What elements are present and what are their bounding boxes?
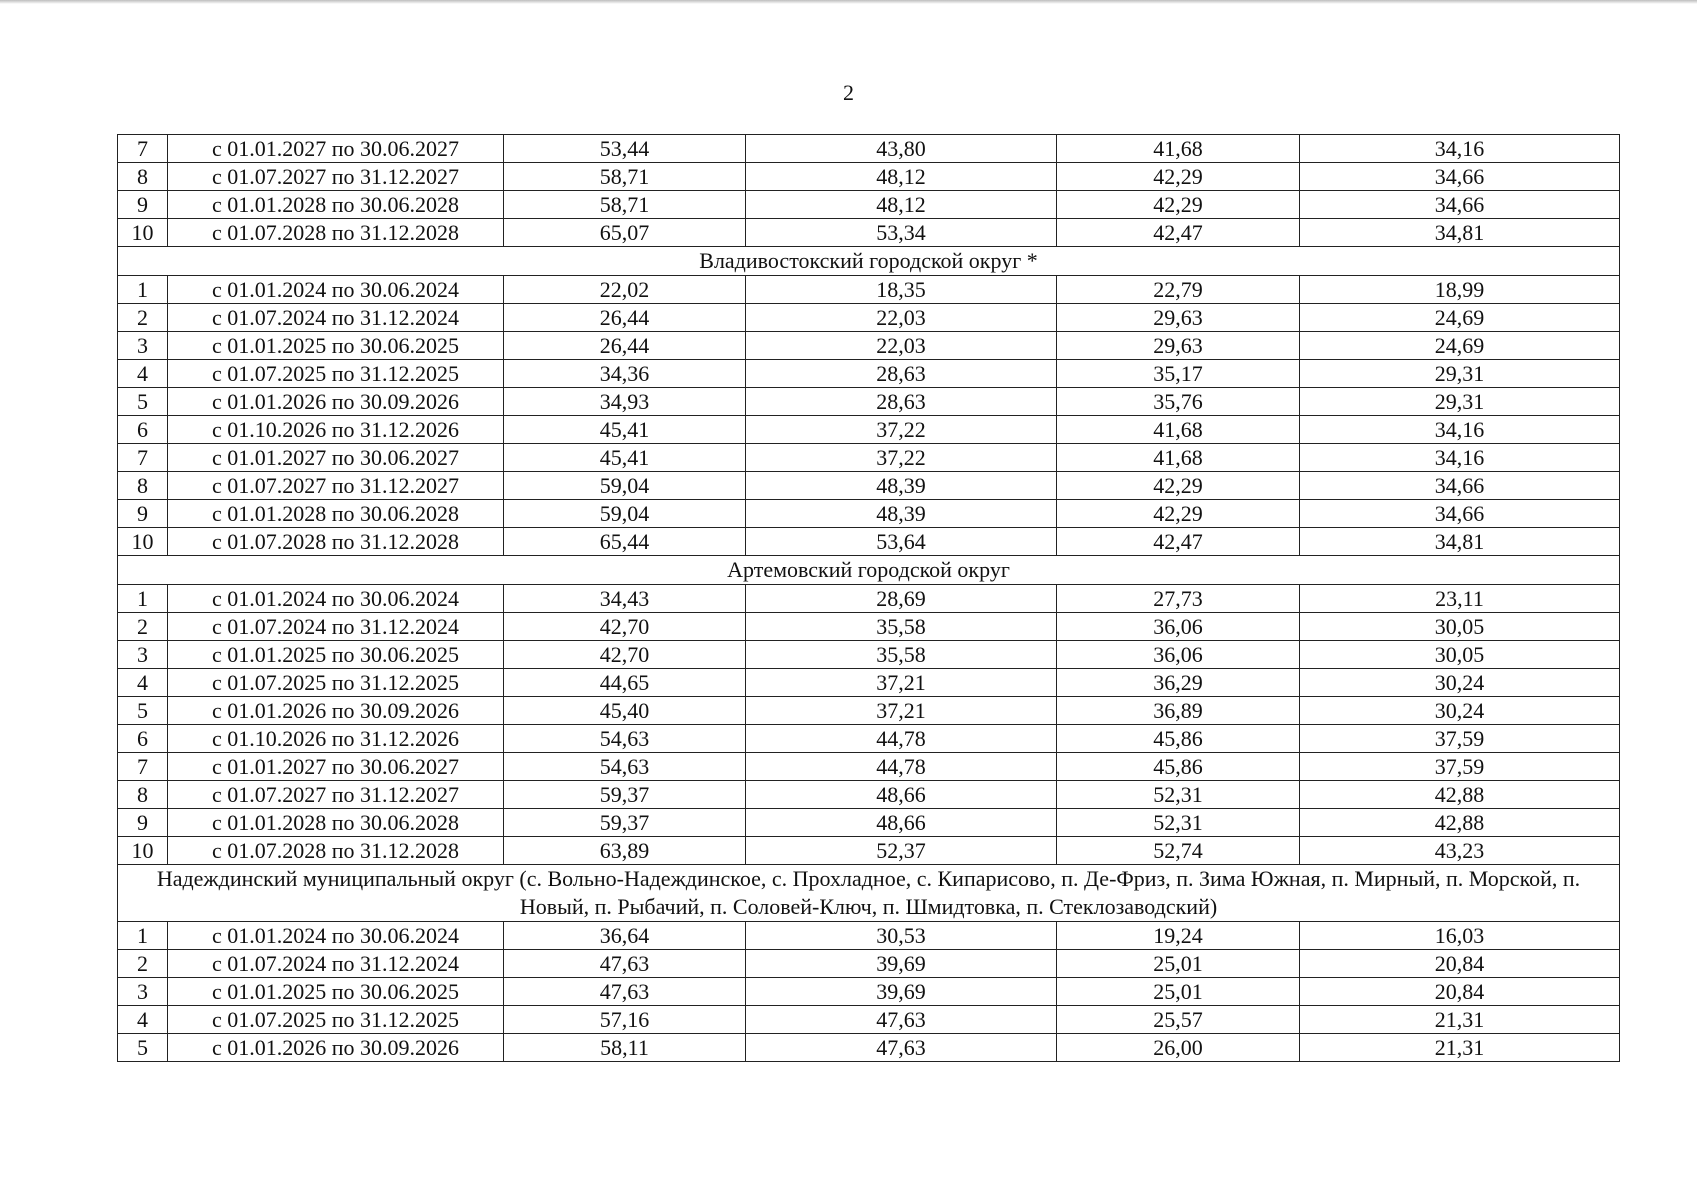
period-cell: с 01.07.2025 по 31.12.2025 bbox=[168, 1006, 504, 1034]
value-col-3-cell: 22,02 bbox=[504, 276, 746, 304]
value-col-4-cell: 37,21 bbox=[746, 669, 1057, 697]
value-col-4-cell: 48,39 bbox=[746, 500, 1057, 528]
value-col-6-cell: 30,05 bbox=[1300, 641, 1620, 669]
value-col-4-cell: 28,63 bbox=[746, 388, 1057, 416]
value-col-4-cell: 37,21 bbox=[746, 697, 1057, 725]
table-row bbox=[118, 528, 1620, 556]
table-row bbox=[118, 360, 1620, 388]
value-col-6-cell: 34,66 bbox=[1300, 163, 1620, 191]
value-col-4-cell: 28,69 bbox=[746, 585, 1057, 613]
value-col-6-cell: 16,03 bbox=[1300, 922, 1620, 950]
value-col-3-cell: 57,16 bbox=[504, 1006, 746, 1034]
row-number-cell: 8 bbox=[118, 163, 168, 191]
value-col-4-cell: 43,80 bbox=[746, 135, 1057, 163]
row-number-cell: 4 bbox=[118, 669, 168, 697]
value-col-3-cell: 58,71 bbox=[504, 163, 746, 191]
value-col-4-cell: 22,03 bbox=[746, 304, 1057, 332]
value-col-3-cell: 26,44 bbox=[504, 304, 746, 332]
row-number-cell: 9 bbox=[118, 500, 168, 528]
value-col-3-cell: 34,36 bbox=[504, 360, 746, 388]
value-col-5-cell: 35,17 bbox=[1057, 360, 1300, 388]
value-col-4-cell: 53,34 bbox=[746, 219, 1057, 247]
value-col-6-cell: 21,31 bbox=[1300, 1034, 1620, 1062]
value-col-5-cell: 19,24 bbox=[1057, 922, 1300, 950]
table-row bbox=[118, 500, 1620, 528]
period-cell: с 01.07.2027 по 31.12.2027 bbox=[168, 781, 504, 809]
table-row bbox=[118, 753, 1620, 781]
period-cell: с 01.07.2024 по 31.12.2024 bbox=[168, 613, 504, 641]
period-cell: с 01.07.2024 по 31.12.2024 bbox=[168, 304, 504, 332]
table-row bbox=[118, 641, 1620, 669]
value-col-5-cell: 41,68 bbox=[1057, 416, 1300, 444]
row-number-cell: 6 bbox=[118, 416, 168, 444]
table-row bbox=[118, 388, 1620, 416]
scan-top-edge bbox=[0, 0, 1697, 4]
row-number-cell: 1 bbox=[118, 585, 168, 613]
value-col-3-cell: 59,04 bbox=[504, 472, 746, 500]
value-col-4-cell: 30,53 bbox=[746, 922, 1057, 950]
value-col-4-cell: 35,58 bbox=[746, 613, 1057, 641]
value-col-6-cell: 23,11 bbox=[1300, 585, 1620, 613]
value-col-4-cell: 48,66 bbox=[746, 809, 1057, 837]
value-col-4-cell: 48,39 bbox=[746, 472, 1057, 500]
period-cell: с 01.07.2028 по 31.12.2028 bbox=[168, 219, 504, 247]
row-number-cell: 5 bbox=[118, 388, 168, 416]
value-col-5-cell: 42,47 bbox=[1057, 219, 1300, 247]
value-col-5-cell: 42,29 bbox=[1057, 163, 1300, 191]
value-col-4-cell: 48,66 bbox=[746, 781, 1057, 809]
value-col-3-cell: 45,41 bbox=[504, 444, 746, 472]
value-col-5-cell: 25,01 bbox=[1057, 950, 1300, 978]
row-number-cell: 5 bbox=[118, 1034, 168, 1062]
table-row bbox=[118, 950, 1620, 978]
value-col-5-cell: 52,31 bbox=[1057, 781, 1300, 809]
row-number-cell: 6 bbox=[118, 725, 168, 753]
value-col-5-cell: 42,29 bbox=[1057, 191, 1300, 219]
value-col-3-cell: 54,63 bbox=[504, 753, 746, 781]
period-cell: с 01.01.2025 по 30.06.2025 bbox=[168, 641, 504, 669]
row-number-cell: 8 bbox=[118, 472, 168, 500]
value-col-6-cell: 34,16 bbox=[1300, 444, 1620, 472]
section-header-row bbox=[118, 247, 1620, 276]
row-number-cell: 1 bbox=[118, 276, 168, 304]
value-col-3-cell: 36,64 bbox=[504, 922, 746, 950]
period-cell: с 01.01.2028 по 30.06.2028 bbox=[168, 809, 504, 837]
value-col-4-cell: 44,78 bbox=[746, 753, 1057, 781]
value-col-6-cell: 34,16 bbox=[1300, 135, 1620, 163]
row-number-cell: 1 bbox=[118, 922, 168, 950]
period-cell: с 01.07.2027 по 31.12.2027 bbox=[168, 163, 504, 191]
tariff-table bbox=[117, 134, 1620, 1062]
value-col-6-cell: 43,23 bbox=[1300, 837, 1620, 865]
value-col-6-cell: 37,59 bbox=[1300, 753, 1620, 781]
value-col-3-cell: 26,44 bbox=[504, 332, 746, 360]
value-col-5-cell: 27,73 bbox=[1057, 585, 1300, 613]
period-cell: с 01.01.2026 по 30.09.2026 bbox=[168, 1034, 504, 1062]
value-col-3-cell: 44,65 bbox=[504, 669, 746, 697]
table-row bbox=[118, 304, 1620, 332]
table-row bbox=[118, 1006, 1620, 1034]
value-col-5-cell: 41,68 bbox=[1057, 444, 1300, 472]
period-cell: с 01.07.2028 по 31.12.2028 bbox=[168, 528, 504, 556]
section-title: Владивостокский городской округ * bbox=[118, 247, 1620, 276]
value-col-6-cell: 37,59 bbox=[1300, 725, 1620, 753]
value-col-6-cell: 20,84 bbox=[1300, 978, 1620, 1006]
value-col-6-cell: 34,81 bbox=[1300, 219, 1620, 247]
value-col-3-cell: 47,63 bbox=[504, 978, 746, 1006]
value-col-5-cell: 26,00 bbox=[1057, 1034, 1300, 1062]
value-col-4-cell: 48,12 bbox=[746, 191, 1057, 219]
row-number-cell: 7 bbox=[118, 135, 168, 163]
section-header-row bbox=[118, 865, 1620, 922]
value-col-6-cell: 34,66 bbox=[1300, 500, 1620, 528]
page-number: 2 bbox=[843, 80, 854, 105]
period-cell: с 01.01.2025 по 30.06.2025 bbox=[168, 332, 504, 360]
period-cell: с 01.07.2028 по 31.12.2028 bbox=[168, 837, 504, 865]
value-col-6-cell: 34,66 bbox=[1300, 191, 1620, 219]
value-col-5-cell: 36,06 bbox=[1057, 613, 1300, 641]
table-row bbox=[118, 613, 1620, 641]
value-col-6-cell: 34,66 bbox=[1300, 472, 1620, 500]
period-cell: с 01.07.2025 по 31.12.2025 bbox=[168, 669, 504, 697]
period-cell: с 01.07.2027 по 31.12.2027 bbox=[168, 472, 504, 500]
row-number-cell: 10 bbox=[118, 528, 168, 556]
value-col-3-cell: 42,70 bbox=[504, 613, 746, 641]
value-col-4-cell: 39,69 bbox=[746, 950, 1057, 978]
value-col-5-cell: 52,31 bbox=[1057, 809, 1300, 837]
row-number-cell: 8 bbox=[118, 781, 168, 809]
table-row bbox=[118, 163, 1620, 191]
row-number-cell: 10 bbox=[118, 837, 168, 865]
value-col-5-cell: 36,29 bbox=[1057, 669, 1300, 697]
table-row bbox=[118, 809, 1620, 837]
value-col-5-cell: 41,68 bbox=[1057, 135, 1300, 163]
value-col-3-cell: 63,89 bbox=[504, 837, 746, 865]
value-col-3-cell: 34,93 bbox=[504, 388, 746, 416]
value-col-5-cell: 25,01 bbox=[1057, 978, 1300, 1006]
table-row bbox=[118, 725, 1620, 753]
value-col-6-cell: 30,24 bbox=[1300, 697, 1620, 725]
value-col-6-cell: 20,84 bbox=[1300, 950, 1620, 978]
table-row bbox=[118, 837, 1620, 865]
value-col-5-cell: 25,57 bbox=[1057, 1006, 1300, 1034]
row-number-cell: 9 bbox=[118, 809, 168, 837]
value-col-4-cell: 37,22 bbox=[746, 416, 1057, 444]
table-row bbox=[118, 191, 1620, 219]
value-col-5-cell: 45,86 bbox=[1057, 725, 1300, 753]
table-row bbox=[118, 669, 1620, 697]
period-cell: с 01.10.2026 по 31.12.2026 bbox=[168, 725, 504, 753]
table-row bbox=[118, 219, 1620, 247]
value-col-3-cell: 45,41 bbox=[504, 416, 746, 444]
value-col-4-cell: 47,63 bbox=[746, 1006, 1057, 1034]
value-col-6-cell: 34,16 bbox=[1300, 416, 1620, 444]
period-cell: с 01.01.2026 по 30.09.2026 bbox=[168, 697, 504, 725]
row-number-cell: 7 bbox=[118, 753, 168, 781]
value-col-3-cell: 58,71 bbox=[504, 191, 746, 219]
period-cell: с 01.01.2024 по 30.06.2024 bbox=[168, 922, 504, 950]
value-col-4-cell: 22,03 bbox=[746, 332, 1057, 360]
value-col-3-cell: 45,40 bbox=[504, 697, 746, 725]
value-col-5-cell: 29,63 bbox=[1057, 304, 1300, 332]
value-col-4-cell: 35,58 bbox=[746, 641, 1057, 669]
value-col-5-cell: 45,86 bbox=[1057, 753, 1300, 781]
value-col-5-cell: 29,63 bbox=[1057, 332, 1300, 360]
table-row bbox=[118, 585, 1620, 613]
section-title: Надеждинский муниципальный округ (с. Вольно-Надеждинское, с. Прохладное, с. Кипарисово, п. Де-Фриз, п. Зима Южная, п. Мирный, п. Морской, п. Новый, п. Рыбачий, п. Соловей-Ключ, п. Шмидтовка, п. Стеклозаводский) bbox=[118, 865, 1620, 922]
value-col-4-cell: 48,12 bbox=[746, 163, 1057, 191]
table-row bbox=[118, 472, 1620, 500]
value-col-6-cell: 18,99 bbox=[1300, 276, 1620, 304]
table-row bbox=[118, 1034, 1620, 1062]
section-header-row bbox=[118, 556, 1620, 585]
section-title: Артемовский городской округ bbox=[118, 556, 1620, 585]
row-number-cell: 4 bbox=[118, 1006, 168, 1034]
value-col-3-cell: 53,44 bbox=[504, 135, 746, 163]
value-col-4-cell: 39,69 bbox=[746, 978, 1057, 1006]
row-number-cell: 3 bbox=[118, 641, 168, 669]
period-cell: с 01.01.2024 по 30.06.2024 bbox=[168, 585, 504, 613]
row-number-cell: 10 bbox=[118, 219, 168, 247]
row-number-cell: 9 bbox=[118, 191, 168, 219]
value-col-3-cell: 54,63 bbox=[504, 725, 746, 753]
table-row bbox=[118, 697, 1620, 725]
value-col-3-cell: 59,37 bbox=[504, 809, 746, 837]
table-row bbox=[118, 416, 1620, 444]
value-col-4-cell: 28,63 bbox=[746, 360, 1057, 388]
period-cell: с 01.07.2024 по 31.12.2024 bbox=[168, 950, 504, 978]
value-col-4-cell: 37,22 bbox=[746, 444, 1057, 472]
table-row bbox=[118, 135, 1620, 163]
value-col-4-cell: 18,35 bbox=[746, 276, 1057, 304]
value-col-5-cell: 42,47 bbox=[1057, 528, 1300, 556]
table-row bbox=[118, 781, 1620, 809]
value-col-3-cell: 58,11 bbox=[504, 1034, 746, 1062]
value-col-3-cell: 59,37 bbox=[504, 781, 746, 809]
row-number-cell: 5 bbox=[118, 697, 168, 725]
value-col-5-cell: 52,74 bbox=[1057, 837, 1300, 865]
value-col-3-cell: 65,44 bbox=[504, 528, 746, 556]
value-col-4-cell: 53,64 bbox=[746, 528, 1057, 556]
period-cell: с 01.01.2028 по 30.06.2028 bbox=[168, 500, 504, 528]
value-col-6-cell: 30,24 bbox=[1300, 669, 1620, 697]
period-cell: с 01.01.2028 по 30.06.2028 bbox=[168, 191, 504, 219]
period-cell: с 01.01.2026 по 30.09.2026 bbox=[168, 388, 504, 416]
row-number-cell: 3 bbox=[118, 332, 168, 360]
value-col-4-cell: 47,63 bbox=[746, 1034, 1057, 1062]
value-col-6-cell: 21,31 bbox=[1300, 1006, 1620, 1034]
row-number-cell: 7 bbox=[118, 444, 168, 472]
value-col-3-cell: 59,04 bbox=[504, 500, 746, 528]
value-col-5-cell: 36,89 bbox=[1057, 697, 1300, 725]
period-cell: с 01.01.2027 по 30.06.2027 bbox=[168, 135, 504, 163]
value-col-5-cell: 22,79 bbox=[1057, 276, 1300, 304]
table-row bbox=[118, 276, 1620, 304]
value-col-5-cell: 35,76 bbox=[1057, 388, 1300, 416]
table-row bbox=[118, 444, 1620, 472]
value-col-6-cell: 34,81 bbox=[1300, 528, 1620, 556]
value-col-3-cell: 65,07 bbox=[504, 219, 746, 247]
value-col-5-cell: 42,29 bbox=[1057, 500, 1300, 528]
period-cell: с 01.10.2026 по 31.12.2026 bbox=[168, 416, 504, 444]
table-row bbox=[118, 978, 1620, 1006]
value-col-3-cell: 42,70 bbox=[504, 641, 746, 669]
table-row bbox=[118, 332, 1620, 360]
tariff-table-body bbox=[118, 135, 1620, 1062]
period-cell: с 01.01.2027 по 30.06.2027 bbox=[168, 753, 504, 781]
row-number-cell: 2 bbox=[118, 950, 168, 978]
period-cell: с 01.01.2027 по 30.06.2027 bbox=[168, 444, 504, 472]
period-cell: с 01.01.2024 по 30.06.2024 bbox=[168, 276, 504, 304]
value-col-5-cell: 42,29 bbox=[1057, 472, 1300, 500]
value-col-3-cell: 47,63 bbox=[504, 950, 746, 978]
value-col-6-cell: 42,88 bbox=[1300, 809, 1620, 837]
value-col-6-cell: 42,88 bbox=[1300, 781, 1620, 809]
value-col-4-cell: 44,78 bbox=[746, 725, 1057, 753]
row-number-cell: 2 bbox=[118, 613, 168, 641]
row-number-cell: 2 bbox=[118, 304, 168, 332]
row-number-cell: 3 bbox=[118, 978, 168, 1006]
value-col-4-cell: 52,37 bbox=[746, 837, 1057, 865]
value-col-3-cell: 34,43 bbox=[504, 585, 746, 613]
value-col-6-cell: 30,05 bbox=[1300, 613, 1620, 641]
value-col-5-cell: 36,06 bbox=[1057, 641, 1300, 669]
value-col-6-cell: 29,31 bbox=[1300, 360, 1620, 388]
period-cell: с 01.07.2025 по 31.12.2025 bbox=[168, 360, 504, 388]
value-col-6-cell: 24,69 bbox=[1300, 304, 1620, 332]
row-number-cell: 4 bbox=[118, 360, 168, 388]
value-col-6-cell: 24,69 bbox=[1300, 332, 1620, 360]
value-col-6-cell: 29,31 bbox=[1300, 388, 1620, 416]
period-cell: с 01.01.2025 по 30.06.2025 bbox=[168, 978, 504, 1006]
table-row bbox=[118, 922, 1620, 950]
